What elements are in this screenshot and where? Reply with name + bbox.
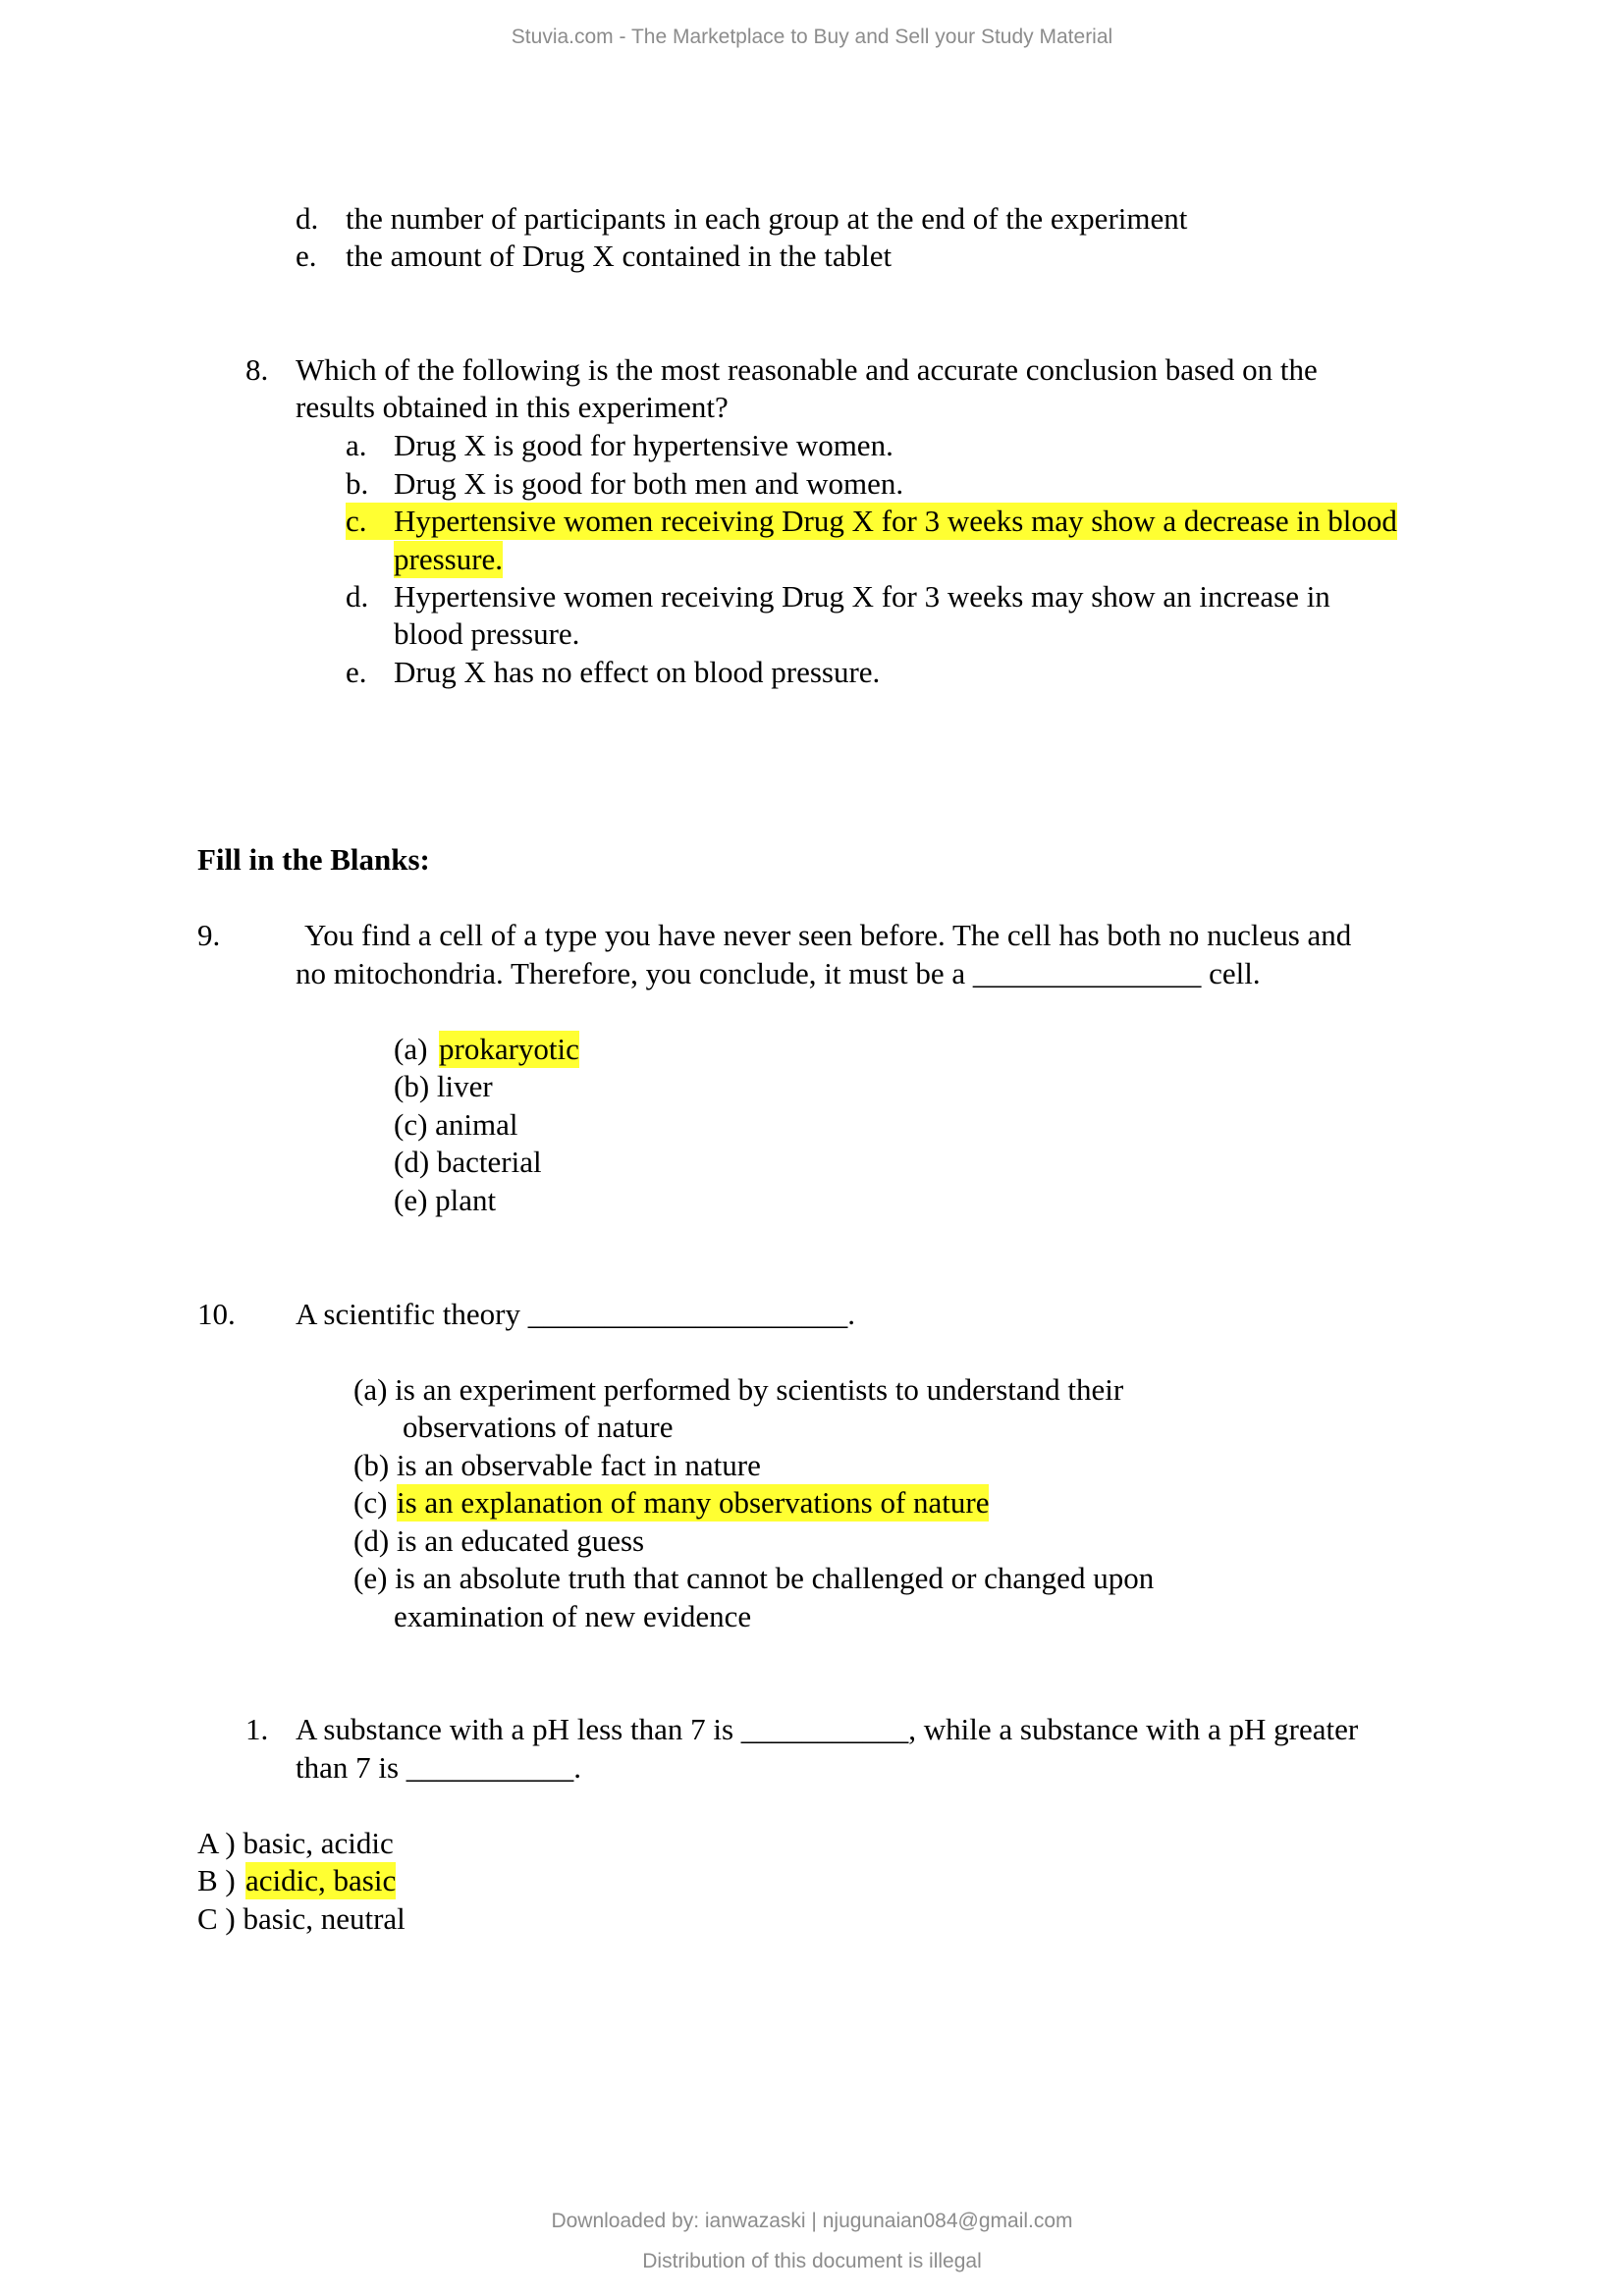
q8-option-e-text: Drug X has no effect on blood pressure. [394, 655, 881, 689]
q11-option-b-text: acidic, basic [245, 1863, 397, 1897]
q7-option-e-text: the amount of Drug X contained in the tablet [346, 239, 893, 273]
q8-option-d-text-line2: blood pressure. [394, 616, 580, 651]
q8-option-b-text: Drug X is good for both men and women. [394, 466, 904, 501]
q10-option-a-line2: observations of nature [403, 1410, 674, 1444]
q10-number: 10. [197, 1297, 236, 1331]
q9-option-a-text: prokaryotic [439, 1032, 579, 1066]
q10-option-a-line1: (a) is an experiment performed by scientists to understand their [353, 1372, 1124, 1407]
q8-option-a-text: Drug X is good for hypertensive women. [394, 428, 893, 462]
q9-option-d: (d) bacterial [394, 1145, 542, 1179]
q7-option-d-label: d. [296, 201, 319, 236]
q8-stem-line2: results obtained in this experiment? [296, 390, 729, 424]
section-title: Fill in the Blanks: [197, 842, 430, 877]
q11-number: 1. [245, 1712, 269, 1746]
download-info: Downloaded by: ianwazaski | njugunaian084@gmail.com [551, 2210, 1073, 2232]
q11-option-c: C ) basic, neutral [197, 1901, 406, 1936]
q8-option-b-label: b. [346, 466, 369, 501]
q7-option-e-label: e. [296, 239, 317, 273]
q10-option-e-line2: examination of new evidence [394, 1599, 752, 1633]
q11-stem-line2: than 7 is ___________. [296, 1750, 582, 1785]
q9-number: 9. [197, 918, 221, 952]
q9-stem-line2: no mitochondria. Therefore, you conclude, it must be a _______________ cell. [296, 956, 1261, 990]
q10-option-c-label: (c) [353, 1485, 388, 1520]
q8-option-c-label: c. [346, 503, 394, 540]
stuvia-header: Stuvia.com - The Marketplace to Buy and Sell your Study Material [511, 26, 1113, 48]
q11-option-a: A ) basic, acidic [197, 1826, 394, 1860]
q10-option-c-text: is an explanation of many observations of nature [397, 1485, 990, 1520]
q9-option-e: (e) plant [394, 1183, 497, 1217]
distribution-notice: Distribution of this document is illegal [642, 2250, 982, 2272]
q8-option-a-label: a. [346, 428, 367, 462]
q10-option-b: (b) is an observable fact in nature [353, 1448, 761, 1482]
q10-stem: A scientific theory _____________________. [296, 1297, 855, 1331]
q8-option-d-text-line1: Hypertensive women receiving Drug X for 3 weeks may show an increase in [394, 579, 1330, 614]
q11-option-b-label: B ) [197, 1863, 236, 1897]
q8-stem-line1: Which of the following is the most reasonable and accurate conclusion based on the [296, 352, 1318, 387]
q9-option-b: (b) liver [394, 1069, 493, 1103]
q8-option-c-text-line1: Hypertensive women receiving Drug X for 3 weeks may show a decrease in blood [394, 504, 1397, 538]
q9-stem-line1: You find a cell of a type you have never seen before. The cell has both no nucleus and [304, 918, 1352, 952]
q9-option-c: (c) animal [394, 1107, 518, 1142]
q8-option-e-label: e. [346, 655, 367, 689]
q8-number: 8. [245, 352, 269, 387]
q8-option-c-text-line2: pressure. [394, 542, 504, 576]
q10-option-e-line1: (e) is an absolute truth that cannot be challenged or changed upon [353, 1561, 1155, 1595]
q7-option-d-text: the number of participants in each group at the end of the experiment [346, 201, 1188, 236]
q11-stem-line1: A substance with a pH less than 7 is ___________, while a substance with a pH greater [296, 1712, 1359, 1746]
q10-option-d: (d) is an educated guess [353, 1523, 645, 1558]
q8-option-d-label: d. [346, 579, 369, 614]
q9-option-a-label: (a) [394, 1032, 428, 1066]
